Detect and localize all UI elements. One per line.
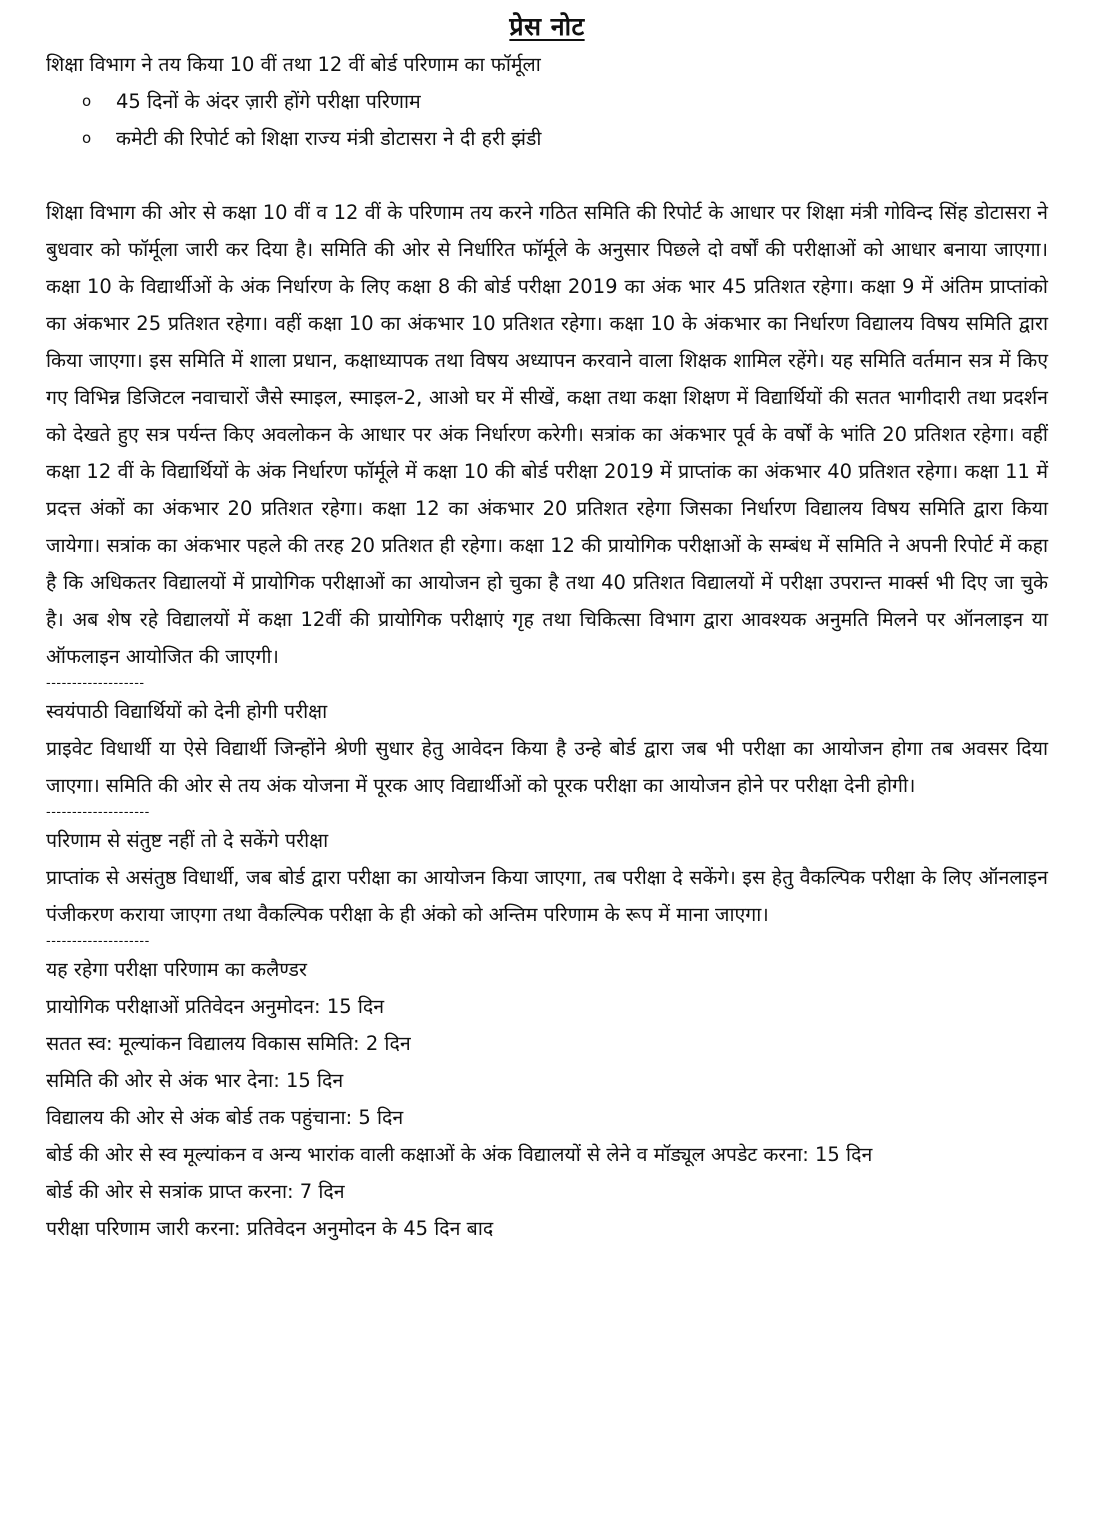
bullet-list <box>46 83 1048 157</box>
document-title: प्रेस नोट <box>509 12 585 41</box>
calendar-row: सतत स्व: मूल्यांकन विद्यालय विकास समिति: 2 दिन <box>46 1032 411 1055</box>
calendar-row: प्रायोगिक परीक्षाओं प्रतिवेदन अनुमोदन: 15 दिन <box>46 995 385 1018</box>
calendar-row: समिति की ओर से अंक भार देना: 15 दिन <box>46 1069 344 1092</box>
section-heading-private-students: स्वयंपाठी विद्यार्थियों को देनी होगी परीक्षा <box>46 700 328 723</box>
bullet-item <box>82 120 1048 157</box>
main-paragraph: शिक्षा विभाग की ओर से कक्षा 10 वीं व 12 वीं के परिणाम तय करने गठित समिति की रिपोर्ट के आधार पर शिक्षा मंत्री गोविन्द सिंह डोटासरा ने बुधवार को फॉर्मूला जारी कर दिया है। समिति की ओर से निर्धारित फॉर्मूले के अनुसार पिछले दो वर्षों की परीक्षाओं को आधार बनाया जाएगा। कक्षा 10 के विद्यार्थीओं के अंक निर्धारण के लिए कक्षा 8 की बोर्ड परीक्षा 2019 का अंक भार 45 प्रतिशत रहेगा। कक्षा 9 में अंतिम प्राप्तांको का अंकभार 25 प्रतिशत रहेगा। वहीं कक्षा 10 का अंकभार 10 प्रतिशत रहेगा। कक्षा 10 के अंकभार का निर्धारण विद्यालय विषय समिति द्वारा किया जाएगा। इस समिति में शाला प्रधान, कक्षाध्यापक तथा विषय अध्यापन करवाने वाला शिक्षक शामिल रहेंगे। यह समिति वर्तमान सत्र में किए गए विभिन्न डिजिटल नवाचारों जैसे स्माइल, स्माइल-2, आओ घर में सीखें, कक्षा तथा कक्षा शिक्षण में विद्यार्थियों की सतत भागीदारी तथा प्रदर्शन को देखते हुए सत्र पर्यन्त किए अवलोकन के आधार पर अंक निर्धारण करेगी। सत्रांक का अंकभार पूर्व के वर्षों के भांति 20 प्रतिशत रहेगा। वहीं कक्षा 12 वीं के विद्यार्थियों के अंक निर्धारण फॉर्मूले में कक्षा 10 की बोर्ड परीक्षा 2019 में प्राप्तांक का अंकभार 40 प्रतिशत रहेगा। कक्षा 11 में प्रदत्त अंकों का अंकभार 20 प्रतिशत रहेगा। कक्षा 12 का अंकभार 20 प्रतिशत रहेगा जिसका निर्धारण विद्यालय विषय समिति द्वारा किया जायेगा। सत्रांक का अंकभार पहले की तरह 20 प्रतिशत ही रहेगा। कक्षा 12 की प्रायोगिक परीक्षाओं के सम्बंध में समिति ने अपनी रिपोर्ट में कहा है कि अधिकतर विद्यालयों में प्रायोगिक परीक्षाओं का आयोजन हो चुका है तथा 40 प्रतिशत विद्यालयों में परीक्षा उपरान्त मार्क्स भी दिए जा चुके है। अब शेष रहे विद्यालयों में कक्षा 12वीं की प्रायोगिक परीक्षाएं गृह तथा चिकित्सा विभाग द्वारा आवश्यक अनुमति मिलने पर ऑनलाइन या ऑफलाइन आयोजित की जाएगी। <box>46 201 1048 668</box>
calendar-row: बोर्ड की ओर से स्व मूल्यांकन व अन्य भारांक वाली कक्षाओं के अंक विद्यालयों से लेने व मॉड्यूल अपडेट करना: 15 दिन <box>46 1143 873 1166</box>
divider-line: -------------------- <box>46 934 150 949</box>
headline: शिक्षा विभाग ने तय किया 10 वीं तथा 12 वीं बोर्ड परिणाम का फॉर्मूला <box>46 53 541 76</box>
bullet-circle-icon: o <box>82 92 92 110</box>
bullet-circle-icon: o <box>82 129 92 147</box>
bullet-item <box>82 83 1048 120</box>
section-text-unsatisfied: प्राप्तांक से असंतुष्ठ विधार्थी, जब बोर्ड द्वारा परीक्षा का आयोजन किया जाएगा, तब परीक्षा दे सकेंगे। इस हेतु वैकल्पिक परीक्षा के लिए ऑनलाइन पंजीकरण कराया जाएगा तथा वैकल्पिक परीक्षा के ही अंको को अन्तिम परिणाम के रूप में माना जाएगा। <box>46 866 1048 926</box>
blank-line <box>46 157 1048 194</box>
section-text-private-students: प्राइवेट विधार्थी या ऐसे विद्यार्थी जिन्होंने श्रेणी सुधार हेतु आवेदन किया है उन्हे बोर्ड द्वारा जब भी परीक्षा का आयोजन होगा तब अवसर दिया जाएगा। समिति की ओर से तय अंक योजना में पूरक आए विद्यार्थीओं को पूरक परीक्षा का आयोजन होने पर परीक्षा देनी होगी। <box>46 737 1048 797</box>
divider-line: -------------------- <box>46 805 150 820</box>
divider-line: ------------------- <box>46 676 145 691</box>
section-heading-unsatisfied: परिणाम से संतुष्ट नहीं तो दे सकेंगे परीक्षा <box>46 829 329 852</box>
press-note-page <box>46 8 1048 1247</box>
bullet-text: कमेटी की रिपोर्ट को शिक्षा राज्य मंत्री डोटासरा ने दी हरी झंडी <box>116 127 542 150</box>
calendar-row: बोर्ड की ओर से सत्रांक प्राप्त करना: 7 दिन <box>46 1180 345 1203</box>
bullet-text: 45 दिनों के अंदर ज़ारी होंगे परीक्षा परिणाम <box>116 90 421 113</box>
calendar-row: विद्यालय की ओर से अंक बोर्ड तक पहुंचाना: 5 दिन <box>46 1106 404 1129</box>
calendar-heading: यह रहेगा परीक्षा परिणाम का कलैण्डर <box>46 958 307 981</box>
calendar-row: परीक्षा परिणाम जारी करना: प्रतिवेदन अनुमोदन के 45 दिन बाद <box>46 1217 494 1240</box>
